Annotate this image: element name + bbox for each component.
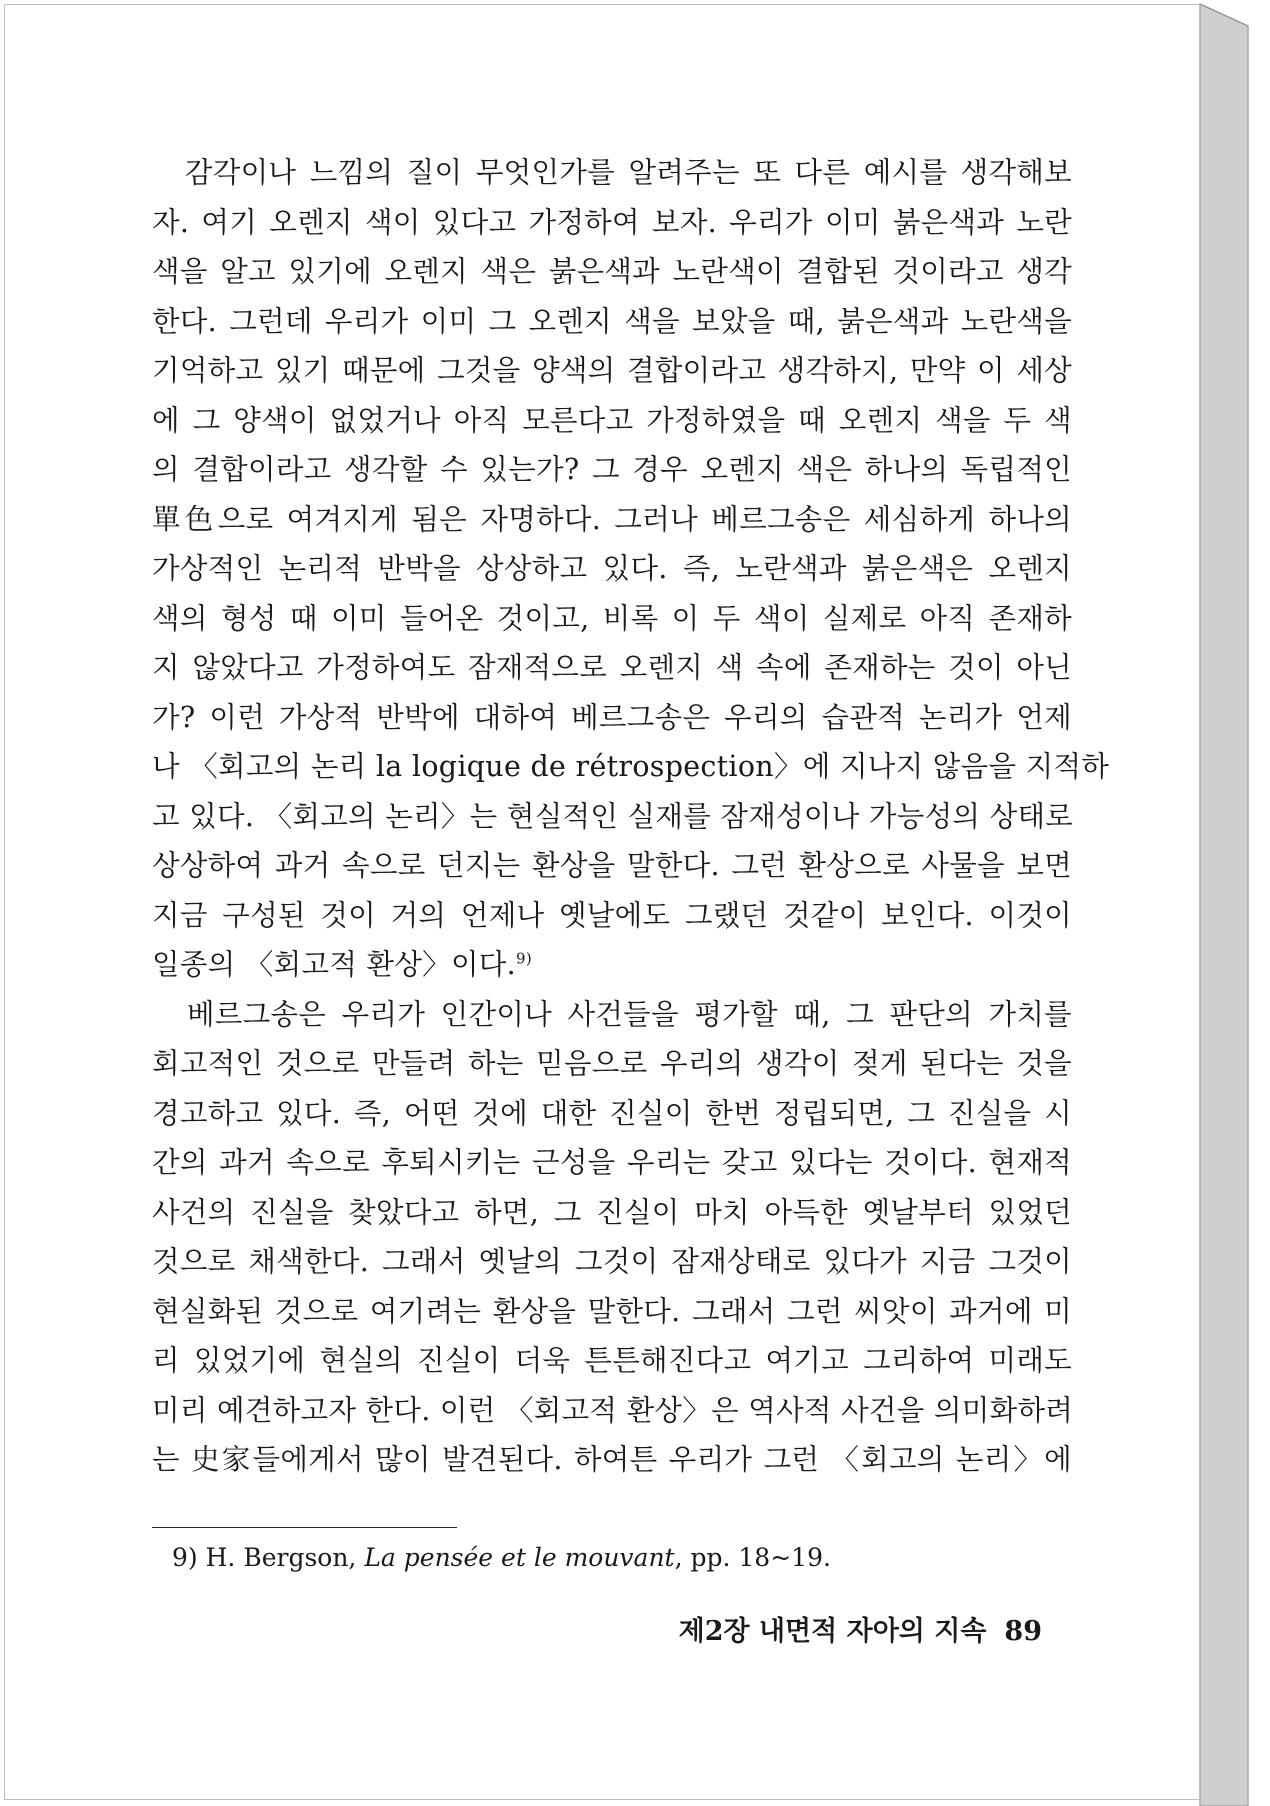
text-line — [152, 495, 1072, 545]
text-line-content: 기억하고 있기 때문에 그것을 양색의 결합이라고 생각하지, 만약 이 세상 — [152, 354, 1072, 387]
footnote-number: 9) — [172, 1543, 198, 1572]
chapter-title: 제2장 내면적 자아의 지속 — [678, 1616, 987, 1647]
footnote-pages: , pp. 18~19. — [674, 1543, 831, 1572]
text-line-content: 미리 예견하고자 한다. 이런 〈회고적 환상〉은 역사적 사건을 의미화하려 — [152, 1393, 1074, 1427]
text-line — [152, 346, 1072, 396]
running-footer — [660, 1610, 1042, 1654]
text-line-content: 지 않았다고 가정하여도 잠재적으로 오렌지 색 속에 존재하는 것이 아닌 — [152, 651, 1072, 684]
text-line-content: 의 결합이라고 생각할 수 있는가? 그 경우 오렌지 색은 하나의 독립적인 — [152, 453, 1072, 486]
text-line-content: 리 있었기에 현실의 진실이 더욱 튼튼해진다고 여기고 그리하여 미래도 — [152, 1344, 1072, 1377]
text-line — [152, 544, 1072, 594]
text-line-content: 單色으로 여겨지게 됨은 자명하다. 그러나 베르그송은 세심하게 하나의 — [152, 502, 1072, 536]
text-line-content: 가상적인 논리적 반박을 상상하고 있다. 즉, 노란색과 붉은색은 오렌지 — [152, 552, 1072, 585]
text-line-content: 회고적인 것으로 만들려 하는 믿음으로 우리의 생각이 젖게 된다는 것을 — [152, 1047, 1072, 1080]
text-line — [152, 148, 1072, 198]
text-line — [152, 1188, 1072, 1238]
footnote-divider — [152, 1527, 457, 1528]
text-line-content: 감각이나 느낌의 질이 무엇인가를 알려주는 또 다른 예시를 생각해보 — [152, 156, 1072, 189]
text-line — [152, 1435, 1072, 1485]
text-line — [152, 396, 1072, 446]
text-line-content: 일종의 〈회고적 환상〉이다. — [152, 948, 516, 981]
text-line — [152, 1138, 1072, 1188]
text-line-content: 한다. 그런데 우리가 이미 그 오렌지 색을 보았을 때, 붉은색과 노란색을 — [152, 304, 1072, 338]
footnote-marker: 9) — [516, 949, 532, 968]
text-line — [152, 1386, 1072, 1436]
text-line-content: 베르그송은 우리가 인간이나 사건들을 평가할 때, 그 판단의 가치를 — [152, 997, 1072, 1031]
text-line-content: 사건의 진실을 찾았다고 하면, 그 진실이 마치 아득한 옛날부터 있었던 — [152, 1195, 1072, 1229]
text-line — [152, 940, 1072, 990]
text-line — [152, 594, 1072, 644]
footnote-author: H. Bergson, — [205, 1543, 357, 1572]
text-line — [152, 841, 1072, 891]
body-text — [152, 148, 1110, 1485]
text-line-content: 색을 알고 있기에 오렌지 색은 붉은색과 노란색이 결합된 것이라고 생각 — [152, 255, 1072, 288]
text-line — [152, 693, 1072, 743]
text-line-content: 지금 구성된 것이 거의 언제나 옛날에도 그랬던 것같이 보인다. 이것이 — [152, 898, 1072, 932]
text-line — [152, 297, 1072, 347]
text-line-content: 현실화된 것으로 여기려는 환상을 말한다. 그래서 그런 씨앗이 과거에 미 — [152, 1294, 1072, 1328]
text-line-content: 나 〈회고의 논리 la logique de rétrospection〉에 지나지 않음을 지적하 — [152, 750, 1110, 783]
text-line — [152, 1336, 1072, 1386]
text-line-content: 경고하고 있다. 즉, 어떤 것에 대한 진실이 한번 정립되면, 그 진실을 시 — [152, 1096, 1072, 1130]
text-line-content: 것으로 채색한다. 그래서 옛날의 그것이 잠재상태로 있다가 지금 그것이 — [152, 1245, 1072, 1278]
text-line-content: 가? 이런 가상적 반박에 대하여 베르그송은 우리의 습관적 논리가 언제 — [152, 700, 1072, 734]
text-line — [152, 247, 1072, 297]
text-line — [152, 198, 1072, 248]
text-line-content: 자. 여기 오렌지 색이 있다고 가정하여 보자. 우리가 이미 붉은색과 노란 — [152, 205, 1072, 239]
text-line-content: 상상하여 과거 속으로 던지는 환상을 말한다. 그런 환상으로 사물을 보면 — [152, 849, 1072, 882]
text-line — [152, 891, 1072, 941]
text-line-content: 고 있다. 〈회고의 논리〉는 현실적인 실재를 잠재성이나 가능성의 상태로 — [152, 799, 1074, 833]
text-line — [152, 643, 1072, 693]
text-line — [152, 1237, 1072, 1287]
text-line — [152, 1039, 1072, 1089]
text-line — [152, 1287, 1072, 1337]
text-line-content: 간의 과거 속으로 후퇴시키는 근성을 우리는 갖고 있다는 것이다. 현재적 — [152, 1146, 1072, 1179]
text-line — [152, 990, 1072, 1040]
page-number: 89 — [1004, 1616, 1042, 1647]
text-line-content: 에 그 양색이 없었거나 아직 모른다고 가정하였을 때 오렌지 색을 두 색 — [152, 403, 1072, 437]
footnote — [172, 1538, 831, 1578]
text-line-content: 색의 형성 때 이미 들어온 것이고, 비록 이 두 색이 실제로 아직 존재하 — [152, 601, 1072, 635]
text-line — [152, 445, 1072, 495]
text-line — [152, 1089, 1072, 1139]
text-line-content: 는 史家들에게서 많이 발견된다. 하여튼 우리가 그런 〈회고의 논리〉에 — [152, 1443, 1072, 1476]
text-line — [152, 792, 1072, 842]
footnote-title: La pensée et le mouvant — [364, 1543, 675, 1572]
text-line — [152, 742, 1110, 792]
